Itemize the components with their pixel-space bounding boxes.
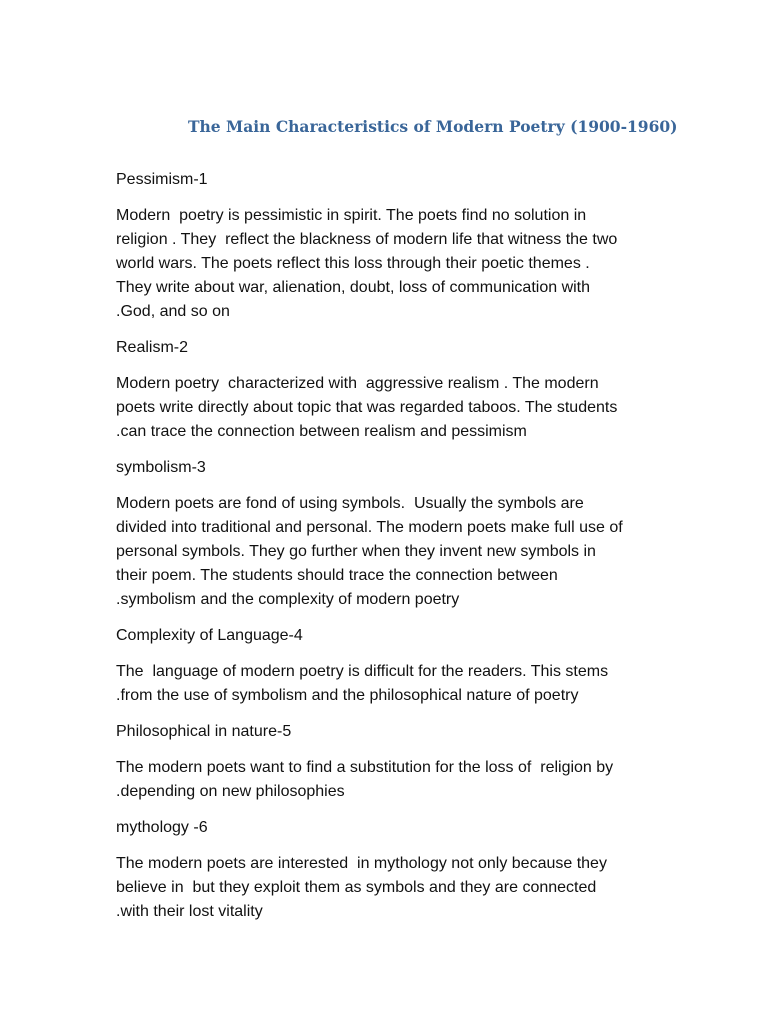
section-paragraph: [116, 660, 656, 708]
paragraph-line: .symbolism and the complexity of modern poetry: [116, 591, 460, 608]
paragraph-line: .depending on new philosophies: [116, 783, 345, 800]
paragraph-line: personal symbols. They go further when they invent new symbols in: [116, 543, 596, 560]
paragraph-line: Modern poets are fond of using symbols. Usually the symbols are: [116, 495, 584, 512]
section-mythology: [116, 816, 656, 924]
paragraph-line: believe in but they exploit them as symbols and they are connected: [116, 879, 597, 896]
paragraph-line: religion . They reflect the blackness of modern life that witness the two: [116, 231, 618, 248]
paragraph-line: They write about war, alienation, doubt, loss of communication with: [116, 279, 591, 296]
paragraph-line: The language of modern poetry is difficult for the readers. This stems: [116, 663, 609, 680]
section-realism: [116, 336, 656, 444]
section-paragraph: [116, 852, 656, 924]
paragraph-line: world wars. The poets reflect this loss through their poetic themes .: [116, 255, 590, 272]
section-heading: Pessimism-1: [116, 171, 208, 188]
section-paragraph: [116, 372, 656, 444]
paragraph-line: .can trace the connection between realism and pessimism: [116, 423, 527, 440]
section-paragraph: [116, 756, 656, 804]
section-philosophical: [116, 720, 656, 804]
paragraph-line: .from the use of symbolism and the philosophical nature of poetry: [116, 687, 579, 704]
document-body: [116, 168, 656, 936]
paragraph-line: Modern poetry is pessimistic in spirit. The poets find no solution in: [116, 207, 587, 224]
paragraph-line: poets write directly about topic that was regarded taboos. The students: [116, 399, 618, 416]
section-heading: Realism-2: [116, 339, 189, 356]
section-paragraph: [116, 492, 656, 612]
paragraph-line: Modern poetry characterized with aggressive realism . The modern: [116, 375, 599, 392]
paragraph-line: .God, and so on: [116, 303, 230, 320]
paragraph-line: .with their lost vitality: [116, 903, 263, 920]
section-symbolism: [116, 456, 656, 612]
section-heading: mythology -6: [116, 819, 208, 836]
paragraph-line: The modern poets are interested in mythology not only because they: [116, 855, 607, 872]
paragraph-line: The modern poets want to find a substitution for the loss of religion by: [116, 759, 614, 776]
section-complexity-of-language: [116, 624, 656, 708]
paragraph-line: divided into traditional and personal. The modern poets make full use of: [116, 519, 623, 536]
section-heading: symbolism-3: [116, 459, 206, 476]
section-pessimism: [116, 168, 656, 324]
section-heading: Philosophical in nature-5: [116, 723, 292, 740]
document-title: The Main Characteristics of Modern Poetry (1900-1960): [188, 117, 678, 136]
section-paragraph: [116, 204, 656, 324]
paragraph-line: their poem. The students should trace the connection between: [116, 567, 558, 584]
section-heading: Complexity of Language-4: [116, 627, 303, 644]
